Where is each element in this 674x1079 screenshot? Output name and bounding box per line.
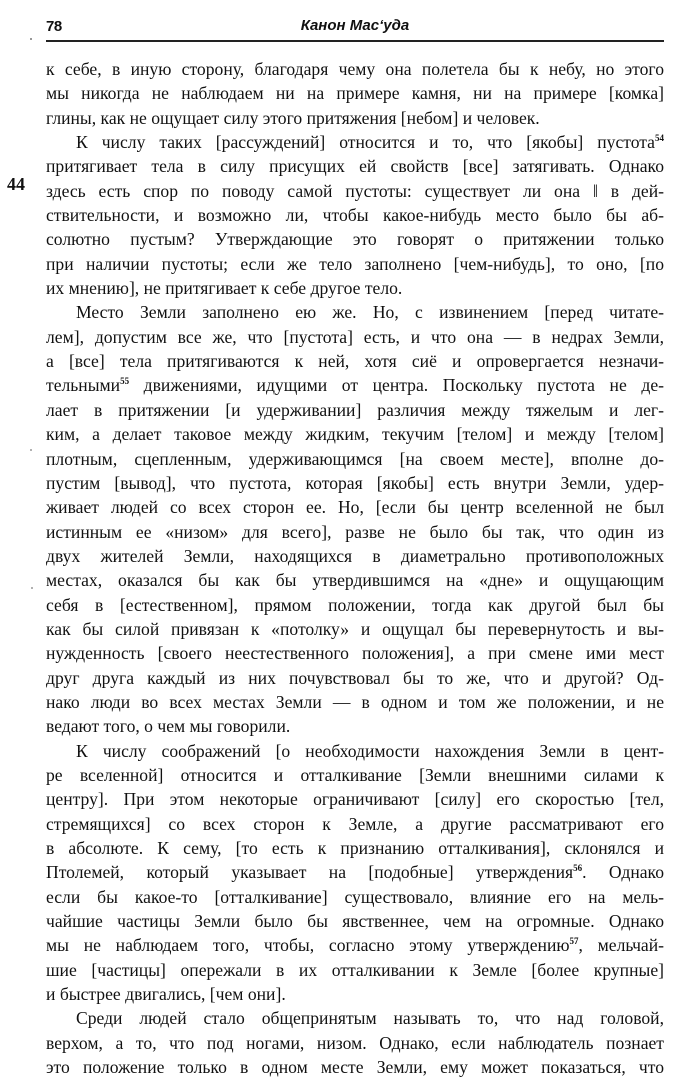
- line-text: к себе, в иную сторону, благодаря чему она полетела бы к небу, но этого: [46, 59, 664, 79]
- line-text: шие [частицы] опережали в их отталкивании к Земле [более крупные]: [46, 959, 664, 980]
- line-text-continued: . Однако: [582, 862, 664, 883]
- line-text: К числу соображений [о необходимости нахождения Земли в цент-: [76, 740, 664, 761]
- line-text: тельными: [46, 375, 121, 396]
- text-line: [46, 860, 664, 884]
- footnote-marker[interactable]: 54: [655, 133, 664, 144]
- text-line: [46, 836, 664, 860]
- line-text: их мнению], не притягивает к себе другое тело.: [46, 278, 403, 299]
- running-title: Канон Мас‘уда: [300, 17, 410, 34]
- line-text: при наличии пустоты; если же тело заполнено [чем-нибудь], то оно, [по: [46, 253, 664, 274]
- text-line: [46, 422, 664, 446]
- line-text: ведают того, о чем мы говорили.: [46, 716, 291, 737]
- line-text: ре вселенной] относится и отталкивание [Земли внешними силами к: [46, 764, 664, 785]
- footnote-marker[interactable]: 56: [573, 863, 583, 874]
- line-text: лает в притяжении [и удерживании] различия между тяжелым и лег-: [46, 399, 664, 420]
- line-text: глины, как не ощущает силу этого притяжения [небом] и человек.: [46, 107, 540, 128]
- text-line: [46, 349, 664, 373]
- text-line: [46, 300, 664, 324]
- margin-folio-number: 44: [7, 174, 25, 194]
- text-line: [46, 641, 664, 665]
- line-text: пустим [вывод], что пустота, которая [якобы] есть внутри Земли, удер-: [46, 472, 664, 493]
- text-line: [46, 179, 664, 203]
- line-text: двух жителей Земли, находящихся в диаметрально противоположных: [46, 545, 664, 566]
- text-line: [46, 106, 664, 130]
- text-line: [46, 252, 664, 276]
- header-rule: [46, 40, 664, 42]
- line-text: чайшие частицы Земли было бы явственнее, чем на огромные. Однако: [46, 911, 664, 932]
- text-line: [46, 568, 664, 592]
- line-text: стремящихся] со всех сторон к Земле, а другие рассматривают его: [46, 813, 664, 834]
- line-text: местах, оказался бы как бы утвердившимся на «дне» и ощущающим: [46, 570, 664, 591]
- text-line: [46, 447, 664, 471]
- line-text: здесь есть спор по поводу самой пустоты: существует ли она ‖ в дей-: [46, 180, 664, 201]
- text-line: [46, 373, 664, 397]
- line-text: в абсолюте. К сему, [то есть к признанию отталкивания], склонялся и: [46, 838, 664, 858]
- text-line: [46, 276, 664, 300]
- text-line: [46, 593, 664, 617]
- line-text: верхом, а то, что под ногами, низом. Однако, если наблюдатель познает: [46, 1032, 664, 1053]
- text-line: [46, 958, 664, 982]
- scan-speck: [30, 449, 32, 451]
- text-line: [46, 666, 664, 690]
- scan-speck: [31, 587, 33, 589]
- text-line: [46, 227, 664, 251]
- line-text: если бы какое-то [отталкивание] существовало, влияние его на мель-: [46, 886, 664, 907]
- line-text: центру]. При этом некоторые ограничивают [силу] его скоростью [тел,: [46, 789, 664, 810]
- text-line: [46, 933, 664, 957]
- text-line: [46, 885, 664, 909]
- text-line: [46, 739, 664, 763]
- line-text: К числу таких [рассуждений] относится и то, что [якобы] пустота: [76, 132, 655, 153]
- text-line: [46, 763, 664, 787]
- text-line: [46, 471, 664, 495]
- text-line: [46, 544, 664, 568]
- text-line: [46, 812, 664, 836]
- text-line: [46, 690, 664, 714]
- line-text: себя в [естественном], прямом положении, тогда как другой был бы: [46, 594, 664, 615]
- line-text: и быстрее двигались, [чем они].: [46, 984, 286, 1005]
- line-text: нужденность [своего неестественного положения], а при смене ими мест: [46, 643, 664, 664]
- line-text-continued: , мельчай-: [578, 935, 664, 956]
- page-number: 78: [46, 18, 62, 35]
- line-text: как бы силой привязан к «потолку» и ощущал бы перевернутость и вы-: [46, 618, 664, 639]
- line-text: притягивает тела в силу присущих ей свойств [все] затягивать. Однако: [46, 156, 664, 177]
- text-line: [46, 81, 664, 105]
- line-text: друг друга каждый из них почувствовал бы то же, что и другой? Од-: [46, 667, 664, 688]
- body-text: [46, 57, 664, 1079]
- scan-speck: [30, 38, 32, 40]
- line-text: Птолемей, который указывает на [подобные] утверждения: [46, 862, 574, 883]
- line-text: истинным ее «низом» для всего], разве не было бы так, что один из: [46, 521, 664, 542]
- line-text: ствительности, и возможно ли, чтобы какое-нибудь место было бы аб-: [46, 205, 664, 226]
- line-text: а [все] тела притягиваются к ней, хотя сиё и опровергается незначи-: [46, 351, 664, 372]
- text-line: [46, 57, 664, 81]
- text-line: [46, 982, 664, 1006]
- footnote-marker[interactable]: 57: [569, 936, 579, 947]
- text-line: [46, 325, 664, 349]
- text-line: [46, 1055, 664, 1079]
- footnote-marker[interactable]: 55: [120, 376, 130, 387]
- text-line: [46, 154, 664, 178]
- text-line: [46, 1031, 664, 1055]
- text-line: [46, 520, 664, 544]
- text-line: [46, 203, 664, 227]
- line-text-continued: движениями, идущими от центра. Поскольку пустота не де-: [129, 375, 664, 396]
- line-text: живает людей со всех сторон ее. Но, [если бы центр вселенной не был: [46, 497, 664, 518]
- text-line: [46, 787, 664, 811]
- line-text: лем], допустим все же, что [пустота] есть, и что она — в недрах Земли,: [46, 326, 664, 347]
- line-text: мы никогда не наблюдаем ни на примере камня, ни на примере [комка]: [46, 83, 664, 104]
- line-text: плотным, сцепленным, удерживающимся [на своем месте], вполне до-: [46, 448, 664, 469]
- line-text: солютно пустым? Утверждающие это говорят о притяжении только: [46, 229, 664, 250]
- text-line: [46, 398, 664, 422]
- text-line: [46, 1006, 664, 1030]
- line-text: Место Земли заполнено ею же. Но, с извинением [перед читате-: [76, 302, 664, 323]
- text-line: [46, 495, 664, 519]
- page-header: [46, 14, 664, 40]
- line-text: нако люди во всех местах Земли — в одном и том же положении, и не: [46, 691, 664, 712]
- line-text: это положение только в одном месте Земли, ему может показаться, что: [46, 1057, 664, 1078]
- text-line: [46, 130, 664, 154]
- line-text: Среди людей стало общепринятым называть то, что над головой,: [76, 1008, 664, 1029]
- line-text: мы не наблюдаем того, чтобы, согласно этому утверждению: [46, 935, 570, 956]
- text-line: [46, 909, 664, 933]
- text-line: [46, 617, 664, 641]
- text-line: [46, 714, 664, 738]
- line-text: ким, а делает таковое между жидким, текучим [телом] и между [телом]: [46, 424, 664, 445]
